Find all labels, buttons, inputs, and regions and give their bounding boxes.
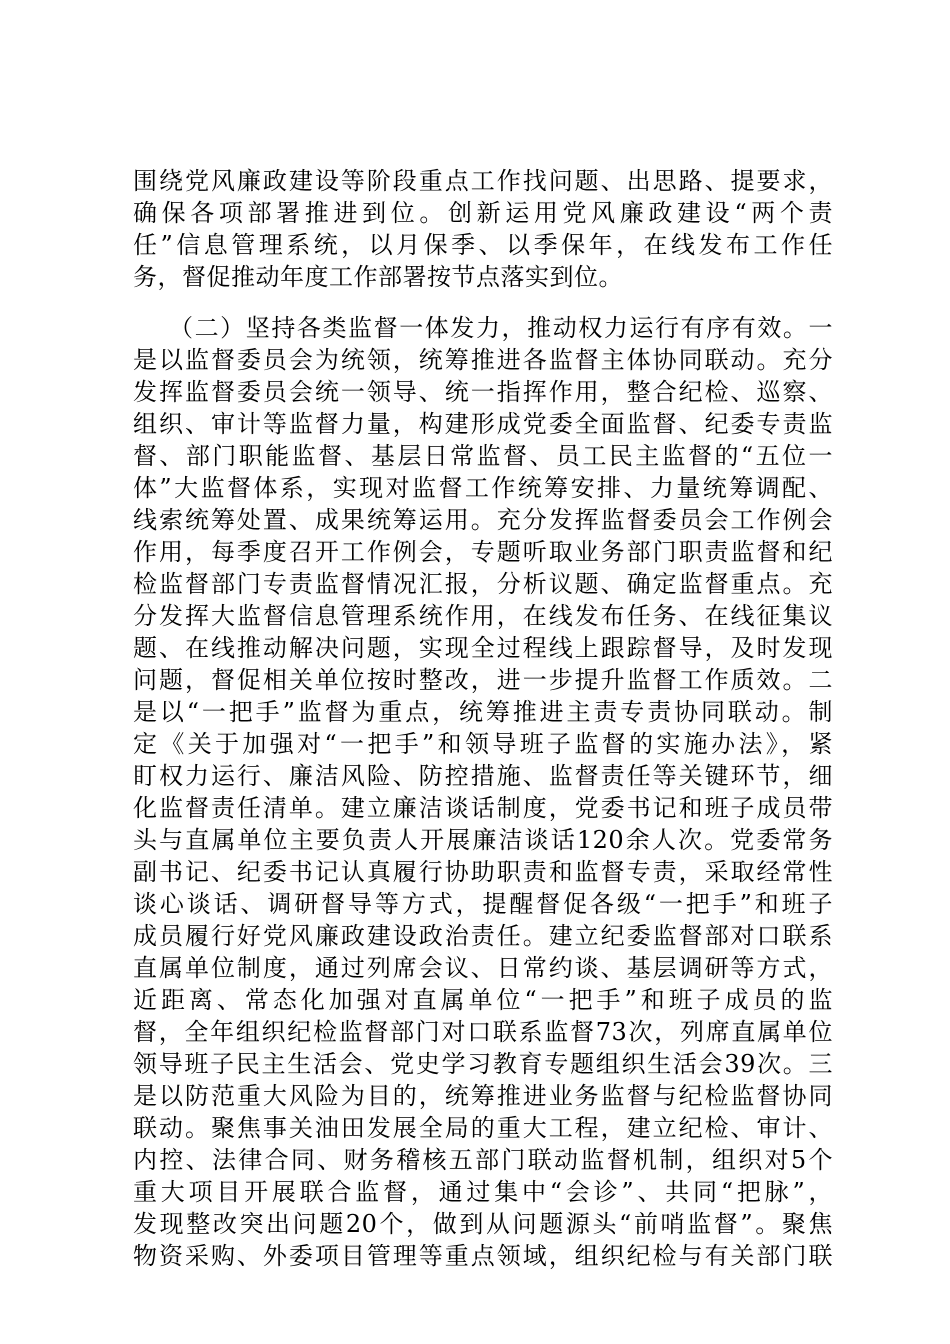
text-line: 重大项目开展联合监督，通过集中“会诊”、共同“把脉”， (133, 1178, 833, 1206)
text-line: 是以“一把手”监督为重点，统筹推进主责专责协同联动。制 (133, 698, 833, 726)
text-line: 定《关于加强对“一把手”和领导班子监督的实施办法》，紧 (133, 730, 833, 758)
text-line: 盯权力运行、廉洁风险、防控措施、监督责任等关键环节，细 (133, 762, 833, 790)
text-line: 领导班子民主生活会、党史学习教育专题组织生活会39次。三 (133, 1050, 833, 1078)
text-line: 联动。聚焦事关油田发展全局的重大工程，建立纪检、审计、 (133, 1114, 833, 1142)
text-line: （二）坚持各类监督一体发力，推动权力运行有序有效。一 (169, 314, 833, 342)
text-line: 体”大监督体系，实现对监督工作统筹安排、力量统筹调配、 (133, 474, 833, 502)
text-line: 近距离、常态化加强对直属单位“一把手”和班子成员的监 (133, 986, 833, 1014)
text-line: 确保各项部署推进到位。创新运用党风廉政建设“两个责 (133, 199, 833, 227)
paragraph-2 (133, 312, 833, 1272)
text-line: 直属单位制度，通过列席会议、日常约谈、基层调研等方式， (133, 954, 833, 982)
text-line: 物资采购、外委项目管理等重点领域，组织纪检与有关部门联 (133, 1242, 833, 1270)
text-line: 成员履行好党风廉政建设政治责任。建立纪委监督部对口联系 (133, 922, 833, 950)
text-line: 头与直属单位主要负责人开展廉洁谈话120余人次。党委常务 (133, 826, 833, 854)
text-line: 分发挥大监督信息管理系统作用，在线发布任务、在线征集议 (133, 602, 833, 630)
text-line: 督，全年组织纪检监督部门对口联系监督73次，列席直属单位 (133, 1018, 833, 1046)
text-line: 问题，督促相关单位按时整改，进一步提升监督工作质效。二 (133, 666, 833, 694)
text-line: 线索统筹处置、成果统筹运用。充分发挥监督委员会工作例会 (133, 506, 833, 534)
text-line: 检监督部门专责监督情况汇报，分析议题、确定监督重点。充 (133, 570, 833, 598)
text-line: 是以防范重大风险为目的，统筹推进业务监督与纪检监督协同 (133, 1082, 833, 1110)
paragraph-1 (133, 165, 833, 293)
text-line: 发现整改突出问题20个，做到从问题源头“前哨监督”。聚焦 (133, 1210, 833, 1238)
text-line: 副书记、纪委书记认真履行协助职责和监督专责，采取经常性 (133, 858, 833, 886)
text-line: 组织、审计等监督力量，构建形成党委全面监督、纪委专责监 (133, 410, 833, 438)
text-line: 是以监督委员会为统领，统筹推进各监督主体协同联动。充分 (133, 346, 833, 374)
text-line: 题、在线推动解决问题，实现全过程线上跟踪督导，及时发现 (133, 634, 833, 662)
text-line: 务，督促推动年度工作部署按节点落实到位。 (133, 263, 623, 291)
text-line: 督、部门职能监督、基层日常监督、员工民主监督的“五位一 (133, 442, 833, 470)
text-line: 内控、法律合同、财务稽核五部门联动监督机制，组织对5个 (133, 1146, 833, 1174)
text-line: 发挥监督委员会统一领导、统一指挥作用，整合纪检、巡察、 (133, 378, 833, 406)
text-line: 谈心谈话、调研督导等方式，提醒督促各级“一把手”和班子 (133, 890, 833, 918)
text-line: 化监督责任清单。建立廉洁谈话制度，党委书记和班子成员带 (133, 794, 833, 822)
text-line: 作用，每季度召开工作例会，专题听取业务部门职责监督和纪 (133, 538, 833, 566)
text-line: 任”信息管理系统，以月保季、以季保年，在线发布工作任 (133, 231, 833, 259)
text-line: 围绕党风廉政建设等阶段重点工作找问题、出思路、提要求， (133, 167, 833, 195)
